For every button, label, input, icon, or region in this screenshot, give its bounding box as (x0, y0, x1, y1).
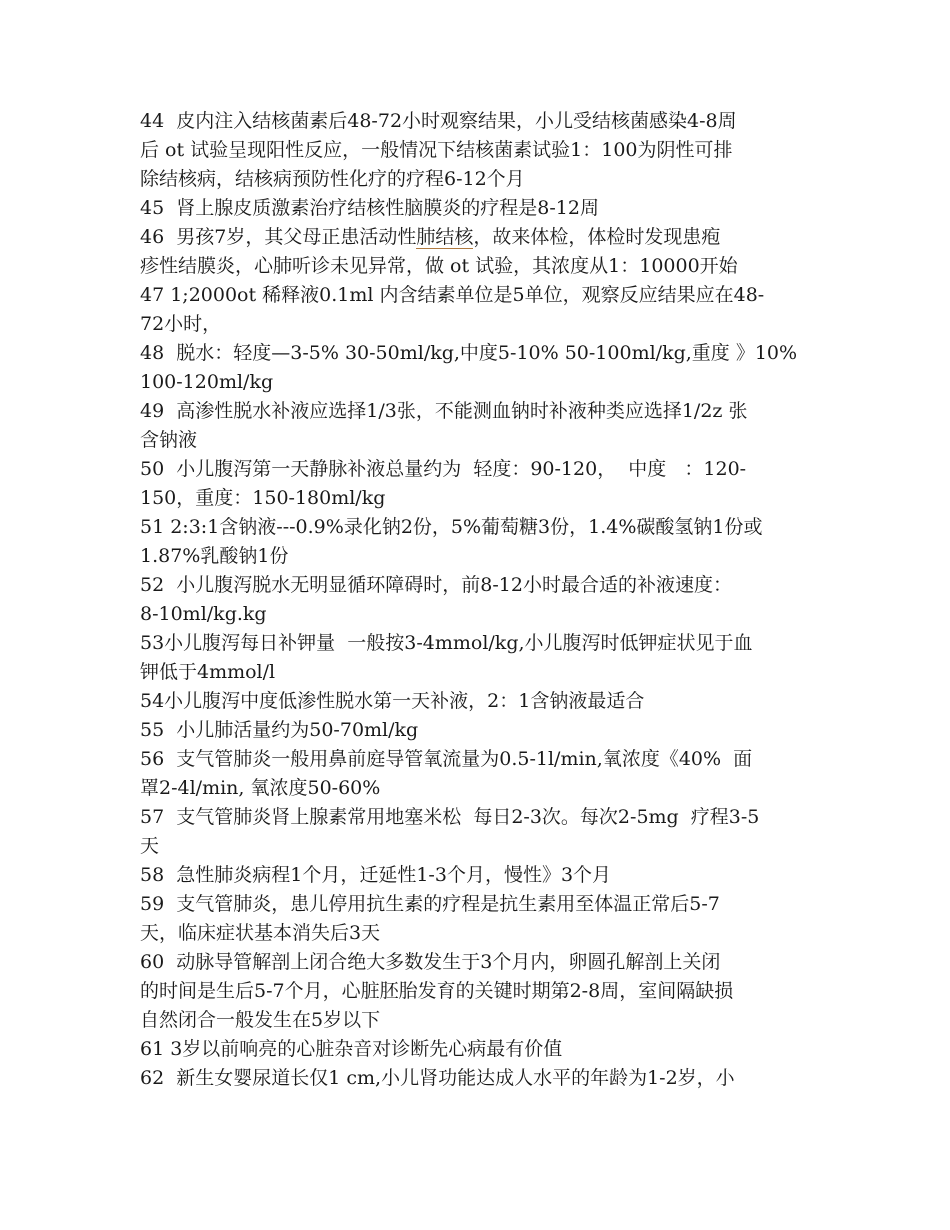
text-line: 59 支气管肺炎，患儿停用抗生素的疗程是抗生素用至体温正常后5-7 (140, 893, 720, 915)
text-line: 钾低于4mmol/l (140, 661, 276, 683)
text-line: 天 (140, 835, 160, 857)
text-line: 含钠液 (140, 429, 198, 451)
text-line: 疹性结膜炎，心肺听诊未见异常，做 ot 试验，其浓度从1：10000开始 (140, 255, 738, 277)
text-line: 后 ot 试验呈现阳性反应，一般情况下结核菌素试验1：100为阴性可排 (140, 139, 733, 161)
text-line: 57 支气管肺炎肾上腺素常用地塞米松 每日2-3次。每次2-5mg 疗程3-5 (140, 806, 760, 828)
text-line: 54小儿腹泻中度低渗性脱水第一天补液，2：1含钠液最适合 (140, 690, 645, 712)
text-segment: ，故来体检，体检时发现患疱 (473, 226, 721, 248)
text-line: 除结核病，结核病预防性化疗的疗程6-12个月 (140, 168, 525, 190)
text-line: 61 3岁以前响亮的心脏杂音对诊断先心病最有价值 (140, 1038, 563, 1060)
text-line: 56 支气管肺炎一般用鼻前庭导管氧流量为0.5-1l/min,氧浓度《40% 面 (140, 748, 753, 770)
text-line: 51 2:3:1含钠液---0.9%录化钠2份，5%葡萄糖3份，1.4%碳酸氢钠1份或 (140, 516, 763, 538)
text-line: 8-10ml/kg.kg (140, 603, 267, 625)
text-line: 62 新生女婴尿道长仅1 cm,小儿肾功能达成人水平的年龄为1-2岁，小 (140, 1067, 735, 1089)
text-line: 55 小儿肺活量约为50-70ml/kg (140, 719, 419, 741)
text-line: 100-120ml/kg (140, 371, 274, 393)
text-line: 罩2-4l/min, 氧浓度50-60% (140, 777, 381, 799)
text-line: 天，临床症状基本消失后3天 (140, 922, 381, 944)
text-line: 150，重度：150-180ml/kg (140, 487, 386, 509)
underlined-term: 肺结核 (416, 226, 474, 248)
text-line: 72小时， (140, 313, 222, 335)
text-line: 44 皮内注入结核菌素后48-72小时观察结果，小儿受结核菌感染4-8周 (140, 110, 737, 132)
text-line: 45 肾上腺皮质激素治疗结核性脑膜炎的疗程是8-12周 (140, 197, 599, 219)
text-line: 53小儿腹泻每日补钾量 一般按3-4mmol/kg,小儿腹泻时低钾症状见于血 (140, 632, 753, 654)
text-line: 49 高渗性脱水补液应选择1/3张，不能测血钠时补液种类应选择1/2z 张 (140, 400, 748, 422)
text-line: 52 小儿腹泻脱水无明显循环障碍时，前8-12小时最合适的补液速度： (140, 574, 732, 596)
text-line: 的时间是生后5-7个月，心脏胚胎发育的关键时期第2-8周，室间隔缺损 (140, 980, 734, 1002)
text-line: 60 动脉导管解剖上闭合绝大多数发生于3个月内，卵圆孔解剖上关闭 (140, 951, 721, 973)
text-line: 1.87%乳酸钠1份 (140, 545, 289, 567)
text-line: 48 脱水：轻度—3-5% 30-50ml/kg,中度5-10% 50-100ml/kg,重度 》10% (140, 342, 798, 364)
text-line: 50 小儿腹泻第一天静脉补液总量约为 轻度：90-120， 中度 ：120- (140, 458, 747, 480)
text-segment: 46 男孩7岁，其父母正患活动性 (140, 226, 417, 248)
text-line: 自然闭合一般发生在5岁以下 (140, 1009, 381, 1031)
document-body (140, 107, 815, 1093)
text-line-46 (140, 223, 815, 252)
text-line: 58 急性肺炎病程1个月，迁延性1-3个月，慢性》3个月 (140, 864, 612, 886)
text-line: 47 1;2000ot 稀释液0.1ml 内含结素单位是5单位，观察反应结果应在48- (140, 284, 765, 306)
